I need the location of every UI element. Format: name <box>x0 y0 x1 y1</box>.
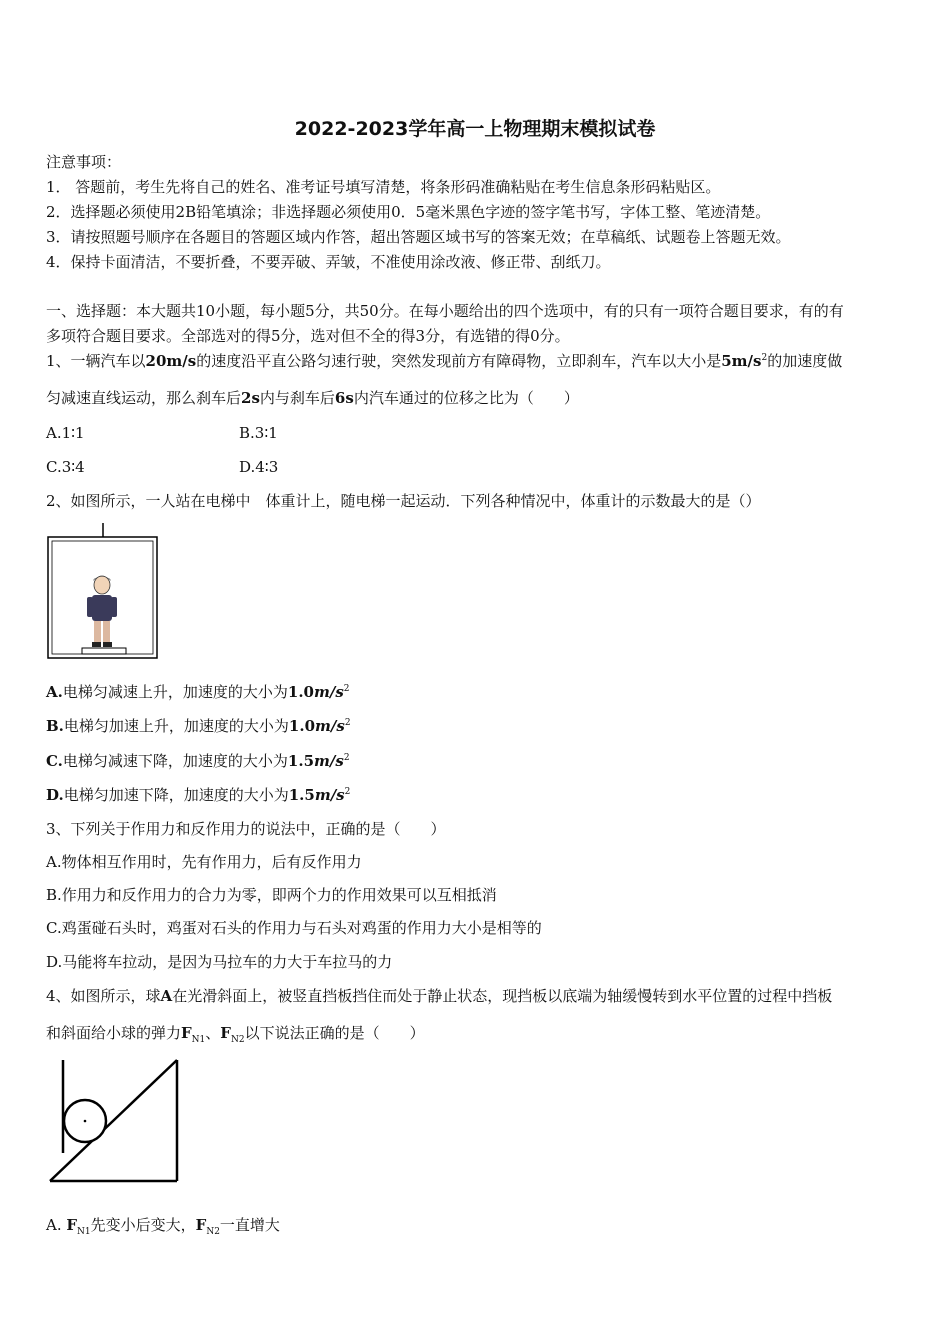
q3-option-d: D.马能将车拉动，是因为马拉车的力大于车拉马的力 <box>46 953 393 971</box>
incline-ball-figure <box>46 1057 182 1187</box>
q1-stem-line1: 1、一辆汽车以20m/s的速度沿平直公路匀速行驶，突然发现前方有障碍物，立即刹车，汽车以大小是$5m/s^2$的加速度做 <box>46 352 843 370</box>
q1-option-a: A.1∶1 <box>46 424 85 442</box>
notice-item: 1． 答题前，考生先将自己的姓名、准考证号填写清楚，将条形码准确粘贴在考生信息条形码粘贴区。 <box>46 178 721 196</box>
notice-item: 4．保持卡面清洁，不要折叠，不要弄破、弄皱，不准使用涂改液、修正带、刮纸刀。 <box>46 253 611 271</box>
q3-option-b: B.作用力和反作用力的合力为零，即两个力的作用效果可以互相抵消 <box>46 886 497 904</box>
q4-option-a: A. $F_{N1}$先变小后变大，$F_{N2}$一直增大 <box>46 1216 280 1237</box>
q1-options-row1 <box>46 423 278 443</box>
q2-option-a: A.电梯匀减速上升，加速度的大小为$1.0m/s^2$ <box>46 683 350 701</box>
q4-stem-line2: 和斜面给小球的弹力$F_{N1}$、$F_{N2}$以下说法正确的是（ ） <box>46 1024 425 1045</box>
q2-option-b: B.电梯匀加速上升，加速度的大小为$1.0m/s^2$ <box>46 717 351 735</box>
notice-item: 2．选择题必须使用2B铅笔填涂；非选择题必须使用0．5毫米黑色字迹的签字笔书写，字体工整、笔迹清楚。 <box>46 203 771 221</box>
q1-option-b: B.3∶1 <box>239 424 278 442</box>
section-intro-line1: 一、选择题：本大题共10小题，每小题5分，共50分。在每小题给出的四个选项中，有的只有一项符合题目要求，有的有 <box>46 302 844 320</box>
q3-stem: 3、下列关于作用力和反作用力的说法中，正确的是（ ） <box>46 820 446 838</box>
q2-option-d: D.电梯匀加速下降，加速度的大小为$1.5m/s^2$ <box>46 786 351 804</box>
q1-option-d: D.4∶3 <box>239 458 279 476</box>
notice-heading: 注意事项： <box>46 153 122 171</box>
q2-option-c: C.电梯匀减速下降，加速度的大小为$1.5m/s^2$ <box>46 752 350 770</box>
notice-item: 3．请按照题号顺序在各题目的答题区域内作答，超出答题区域书写的答案无效；在草稿纸、试题卷上答题无效。 <box>46 228 791 246</box>
q3-option-a: A.物体相互作用时，先有作用力，后有反作用力 <box>46 853 362 871</box>
q1-options-row2 <box>46 457 279 477</box>
page-title: 2022-2023学年高一上物理期末模拟试卷 <box>294 118 656 140</box>
q3-option-c: C.鸡蛋碰石头时，鸡蛋对石头的作用力与石头对鸡蛋的作用力大小是相等的 <box>46 919 542 937</box>
section-intro-line2: 多项符合题目要求。全部选对的得5分，选对但不全的得3分，有选错的得0分。 <box>46 327 570 345</box>
q2-stem: 2、如图所示，一人站在电梯中 体重计上，随电梯一起运动．下列各种情况中，体重计的示数最大的是（） <box>46 492 761 510</box>
q1-stem-line2: 匀减速直线运动，那么刹车后2s内与刹车后6s内汽车通过的位移之比为（ ） <box>46 389 579 407</box>
q4-stem-line1: 4、如图所示，球A在光滑斜面上，被竖直挡板挡住而处于静止状态，现挡板以底端为轴缓慢转到水平位置的过程中挡板 <box>46 987 833 1005</box>
elevator-figure <box>46 521 160 663</box>
q1-option-c: C.3∶4 <box>46 458 85 476</box>
